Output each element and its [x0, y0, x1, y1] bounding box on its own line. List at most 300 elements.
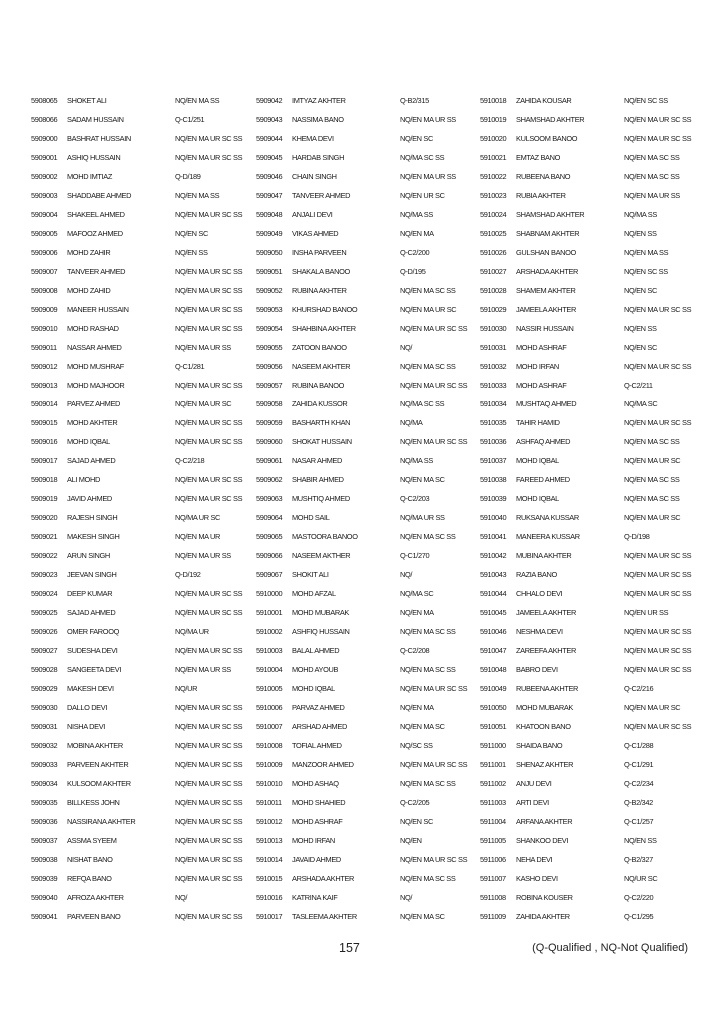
candidate-name: DALLO DEVI	[67, 702, 108, 712]
candidate-name: ARTI DEVI	[516, 797, 549, 807]
candidate-name: NEHA DEVI	[516, 854, 553, 864]
roll-number: 5911007	[480, 873, 506, 883]
table-row	[256, 281, 478, 300]
table-row	[31, 831, 253, 850]
roll-number: 5910033	[480, 380, 507, 390]
table-row	[31, 793, 253, 812]
roll-number: 5910024	[480, 209, 507, 219]
result-status: Q-C2/208	[400, 646, 430, 656]
candidate-name: ARUN SINGH	[67, 551, 110, 561]
table-row	[256, 755, 478, 774]
table-row	[480, 432, 702, 451]
candidate-name: FAREED AHMED	[516, 475, 570, 485]
result-status: NQ/	[400, 570, 413, 580]
table-row	[31, 262, 253, 281]
roll-number: 5909019	[31, 494, 58, 504]
table-row	[480, 91, 702, 110]
table-row	[31, 660, 253, 679]
candidate-name: NISHAT BANO	[67, 854, 113, 864]
table-row	[256, 850, 478, 869]
candidate-name: MOHD SAIL	[292, 513, 330, 523]
candidate-name: SAJAD AHMED	[67, 608, 116, 618]
result-status: NQ/EN MA UR SC SS	[175, 778, 243, 788]
result-status: NQ/EN MA UR SC SS	[175, 873, 243, 883]
table-row	[480, 451, 702, 470]
roll-number: 5910003	[256, 646, 283, 656]
table-row	[256, 413, 478, 432]
results-column-3	[480, 91, 702, 926]
candidate-name: MOHD IRFAN	[516, 361, 559, 371]
candidate-name: BASHRAT HUSSAIN	[67, 133, 131, 143]
table-row	[256, 812, 478, 831]
roll-number: 5909059	[256, 418, 283, 428]
candidate-name: SHAMEM AKHTER	[516, 285, 576, 295]
result-status: Q-C2/216	[624, 684, 654, 694]
result-status: NQ/EN MA SC SS	[400, 665, 456, 675]
result-status: NQ/EN MA SC	[400, 475, 445, 485]
candidate-name: KATRINA KAIF	[292, 892, 338, 902]
table-row	[480, 489, 702, 508]
table-row	[31, 357, 253, 376]
table-row	[31, 679, 253, 698]
candidate-name: ASHFAQ AHMED	[516, 437, 571, 447]
candidate-name: NASSIR HUSSAIN	[516, 323, 574, 333]
table-row	[31, 243, 253, 262]
candidate-name: SHADDABE AHMED	[67, 190, 132, 200]
roll-number: 5909030	[31, 702, 58, 712]
result-status: NQ/MA UR SC	[175, 513, 221, 523]
table-row	[256, 508, 478, 527]
table-row	[480, 148, 702, 167]
table-row	[480, 413, 702, 432]
candidate-name: ARFANA AKHTER	[516, 816, 573, 826]
candidate-name: MOHD IQBAL	[292, 684, 335, 694]
candidate-name: ANJU DEVI	[516, 778, 552, 788]
candidate-name: ARSHADA AKHTER	[516, 266, 579, 276]
candidate-name: KULSOOM AKHTER	[67, 778, 131, 788]
table-row	[480, 888, 702, 907]
roll-number: 5910014	[256, 854, 283, 864]
table-row	[31, 432, 253, 451]
result-status: Q-B2/342	[624, 797, 653, 807]
roll-number: 5909063	[256, 494, 283, 504]
candidate-name: ARSHAD AHMED	[292, 721, 347, 731]
roll-number: 5910043	[480, 570, 507, 580]
table-row	[31, 281, 253, 300]
roll-number: 5909031	[31, 721, 58, 731]
roll-number: 5909021	[31, 532, 58, 542]
table-row	[256, 470, 478, 489]
result-status: NQ/EN SS	[624, 835, 657, 845]
result-status: NQ/EN MA UR SC SS	[624, 133, 692, 143]
table-row	[256, 907, 478, 926]
table-row	[480, 755, 702, 774]
candidate-name: PARVEEN AKHTER	[67, 759, 129, 769]
table-row	[480, 622, 702, 641]
candidate-name: SHENAZ AKHTER	[516, 759, 574, 769]
result-status: NQ/EN MA UR SC SS	[400, 323, 468, 333]
result-status: NQ/EN MA UR SS	[175, 665, 231, 675]
result-status: NQ/EN MA UR SC SS	[400, 854, 468, 864]
result-status: NQ/EN MA SS	[175, 190, 220, 200]
table-row	[256, 300, 478, 319]
result-status: NQ/EN MA UR SC SS	[624, 361, 692, 371]
roll-number: 5910026	[480, 247, 507, 257]
candidate-name: KULSOOM BANOO	[516, 133, 578, 143]
table-row	[256, 91, 478, 110]
result-status: NQ/EN MA UR SS	[175, 551, 231, 561]
result-status: NQ/EN MA SC SS	[400, 285, 456, 295]
table-row	[31, 91, 253, 110]
roll-number: 5910017	[256, 911, 283, 921]
table-row	[480, 319, 702, 338]
result-status: NQ/EN MA SC SS	[400, 873, 456, 883]
table-row	[31, 527, 253, 546]
table-row	[480, 546, 702, 565]
table-row	[256, 698, 478, 717]
table-row	[480, 679, 702, 698]
candidate-name: NASSIMA BANO	[292, 114, 344, 124]
table-row	[480, 376, 702, 395]
roll-number: 5910031	[480, 342, 507, 352]
result-status: NQ/EN SC	[624, 285, 657, 295]
table-row	[256, 584, 478, 603]
candidate-name: MOHD ASHAQ	[292, 778, 339, 788]
result-status: NQ/EN MA UR SC	[400, 304, 457, 314]
result-status: NQ/EN MA UR SC SS	[175, 797, 243, 807]
result-status: NQ/EN MA UR SC SS	[175, 702, 243, 712]
candidate-name: MOHD AFZAL	[292, 589, 336, 599]
result-status: Q-B2/315	[400, 95, 429, 105]
table-row	[31, 622, 253, 641]
result-status: NQ/EN MA	[400, 702, 434, 712]
table-row	[31, 129, 253, 148]
roll-number: 5910005	[256, 684, 283, 694]
result-status: NQ/EN SS	[175, 247, 208, 257]
result-status: Q-C2/200	[400, 247, 430, 257]
candidate-name: MOHD RASHAD	[67, 323, 119, 333]
result-status: Q-C2/211	[624, 380, 653, 390]
roll-number: 5910046	[480, 627, 507, 637]
result-status: NQ/EN SS	[624, 323, 657, 333]
candidate-name: MASTOORA BANOO	[292, 532, 358, 542]
candidate-name: ALI MOHD	[67, 475, 100, 485]
table-row	[31, 167, 253, 186]
candidate-name: ZAHIDA KUSSOR	[292, 399, 348, 409]
roll-number: 5909007	[31, 266, 58, 276]
candidate-name: MAKESH SINGH	[67, 532, 120, 542]
result-status: Q-C1/281	[175, 361, 205, 371]
candidate-name: MOHD IRFAN	[292, 835, 335, 845]
result-status: NQ/EN SC SS	[624, 95, 668, 105]
candidate-name: MUBINA AKHTER	[516, 551, 572, 561]
table-row	[31, 508, 253, 527]
result-status: Q-C1/251	[175, 114, 205, 124]
result-status: NQ/EN MA UR SC SS	[400, 759, 468, 769]
roll-number: 5909006	[31, 247, 58, 257]
roll-number: 5911001	[480, 759, 506, 769]
table-row	[256, 110, 478, 129]
roll-number: 5909022	[31, 551, 58, 561]
roll-number: 5909051	[256, 266, 283, 276]
roll-number: 5909039	[31, 873, 58, 883]
result-status: NQ/EN MA UR SC SS	[175, 816, 243, 826]
table-row	[480, 186, 702, 205]
roll-number: 5909067	[256, 570, 283, 580]
roll-number: 5909028	[31, 665, 58, 675]
table-row	[256, 831, 478, 850]
roll-number: 5910027	[480, 266, 507, 276]
result-status: NQ/EN SC SS	[624, 266, 668, 276]
roll-number: 5909002	[31, 171, 58, 181]
result-status: NQ/EN MA UR SC SS	[175, 380, 243, 390]
result-status: NQ/EN	[400, 835, 422, 845]
candidate-name: VIKAS AHMED	[292, 228, 339, 238]
roll-number: 5909000	[31, 133, 58, 143]
candidate-name: BILLKESS JOHN	[67, 797, 120, 807]
candidate-name: RUBEENA BANO	[516, 171, 571, 181]
table-row	[31, 546, 253, 565]
candidate-name: MAKESH DEVI	[67, 684, 114, 694]
roll-number: 5910032	[480, 361, 507, 371]
results-column-2	[256, 91, 478, 926]
roll-number: 5910035	[480, 418, 507, 428]
table-row	[480, 243, 702, 262]
candidate-name: SHABNAM AKHTER	[516, 228, 580, 238]
roll-number: 5909046	[256, 171, 283, 181]
candidate-name: RUKSANA KUSSAR	[516, 513, 579, 523]
result-status: NQ/	[175, 892, 188, 902]
candidate-name: MOHD ASHRAF	[516, 380, 567, 390]
candidate-name: DEEP KUMAR	[67, 589, 113, 599]
candidate-name: SADAM HUSSAIN	[67, 114, 124, 124]
candidate-name: RUBIA AKHTER	[516, 190, 566, 200]
table-row	[31, 451, 253, 470]
roll-number: 5909015	[31, 418, 58, 428]
table-row	[256, 660, 478, 679]
candidate-name: PARVEZ AHMED	[67, 399, 121, 409]
table-row	[31, 110, 253, 129]
result-status: NQ/EN MA SC SS	[624, 171, 680, 181]
candidate-name: ASHFIQ HUSSAIN	[292, 627, 350, 637]
table-row	[256, 224, 478, 243]
roll-number: 5909054	[256, 323, 283, 333]
table-row	[31, 850, 253, 869]
table-row	[256, 641, 478, 660]
candidate-name: ROBINA KOUSER	[516, 892, 573, 902]
result-status: NQ/EN MA SC	[400, 911, 445, 921]
candidate-name: INSHA PARVEEN	[292, 247, 347, 257]
candidate-name: MANEERA KUSSAR	[516, 532, 580, 542]
candidate-name: KHATOON BANO	[516, 721, 571, 731]
candidate-name: AFROZA AKHTER	[67, 892, 124, 902]
roll-number: 5908066	[31, 114, 58, 124]
candidate-name: CHHALO DEVI	[516, 589, 563, 599]
table-row	[31, 774, 253, 793]
roll-number: 5910018	[480, 95, 507, 105]
table-row	[480, 850, 702, 869]
results-column-1	[31, 91, 253, 926]
candidate-name: SHANKOO DEVI	[516, 835, 569, 845]
candidate-name: CHAIN SINGH	[292, 171, 337, 181]
result-status: NQ/EN MA UR SC SS	[175, 304, 243, 314]
roll-number: 5910028	[480, 285, 507, 295]
candidate-name: NASSIRANA AKHTER	[67, 816, 136, 826]
table-row	[31, 376, 253, 395]
table-row	[256, 546, 478, 565]
candidate-name: HARDAB SINGH	[292, 152, 345, 162]
roll-number: 5910041	[480, 532, 507, 542]
candidate-name: MOHD AKHTER	[67, 418, 118, 428]
roll-number: 5910047	[480, 646, 507, 656]
result-status: NQ/EN MA UR SC SS	[175, 418, 243, 428]
candidate-name: MOHD SHAHIED	[292, 797, 346, 807]
result-status: NQ/EN MA SC SS	[624, 437, 680, 447]
candidate-name: SHAMSHAD AKHTER	[516, 114, 585, 124]
candidate-name: NISHA DEVI	[67, 721, 105, 731]
result-status: Q-C2/203	[400, 494, 430, 504]
candidate-name: GULSHAN BANOO	[516, 247, 576, 257]
roll-number: 5909041	[31, 911, 58, 921]
roll-number: 5910006	[256, 702, 283, 712]
candidate-name: ASHIQ HUSSAIN	[67, 152, 121, 162]
result-status: NQ/	[400, 342, 413, 352]
result-status: Q-C1/295	[624, 911, 654, 921]
result-status: NQ/EN UR SC	[400, 190, 445, 200]
table-row	[31, 717, 253, 736]
roll-number: 5910021	[480, 152, 507, 162]
roll-number: 5910039	[480, 494, 507, 504]
table-row	[256, 888, 478, 907]
candidate-name: SHABIR AHMED	[292, 475, 344, 485]
roll-number: 5909025	[31, 608, 58, 618]
candidate-name: ZAREEFA AKHTER	[516, 646, 576, 656]
roll-number: 5909020	[31, 513, 58, 523]
result-status: NQ/UR	[175, 684, 198, 694]
candidate-name: KASHO DEVI	[516, 873, 558, 883]
table-row	[256, 527, 478, 546]
result-status: NQ/EN MA SC SS	[400, 778, 456, 788]
roll-number: 5910049	[480, 684, 507, 694]
result-status: NQ/EN MA UR SC SS	[624, 570, 692, 580]
table-row	[31, 300, 253, 319]
roll-number: 5909011	[31, 342, 57, 352]
result-status: NQ/EN MA UR SC SS	[624, 665, 692, 675]
result-status: NQ/EN MA UR SC SS	[175, 209, 243, 219]
candidate-name: OMER FAROOQ	[67, 627, 119, 637]
result-status: NQ/SC SS	[400, 740, 433, 750]
table-row	[256, 565, 478, 584]
table-row	[31, 338, 253, 357]
result-status: NQ/EN MA UR SC SS	[624, 114, 692, 124]
candidate-name: NASEEM AKTHER	[292, 551, 351, 561]
candidate-name: NASEEM AKHTER	[292, 361, 351, 371]
roll-number: 5909045	[256, 152, 283, 162]
roll-number: 5910000	[256, 589, 283, 599]
table-row	[480, 262, 702, 281]
result-status: NQ/EN MA UR SS	[624, 190, 680, 200]
table-row	[256, 395, 478, 414]
candidate-name: SUDESHA DEVI	[67, 646, 118, 656]
roll-number: 5910002	[256, 627, 283, 637]
roll-number: 5909001	[31, 152, 58, 162]
roll-number: 5911000	[480, 740, 506, 750]
candidate-name: KHEMA DEVI	[292, 133, 334, 143]
result-status: Q-D/192	[175, 570, 201, 580]
table-row	[480, 698, 702, 717]
result-status: NQ/EN MA	[400, 228, 434, 238]
roll-number: 5910019	[480, 114, 507, 124]
table-row	[31, 812, 253, 831]
result-status: NQ/EN MA UR SC SS	[624, 418, 692, 428]
roll-number: 5910042	[480, 551, 507, 561]
roll-number: 5909008	[31, 285, 58, 295]
roll-number: 5910051	[480, 721, 507, 731]
roll-number: 5911006	[480, 854, 506, 864]
legend-note: (Q-Qualified , NQ-Not Qualified)	[532, 942, 688, 954]
result-status: NQ/EN MA UR SC SS	[175, 911, 243, 921]
roll-number: 5910020	[480, 133, 507, 143]
candidate-name: SANGEETA DEVI	[67, 665, 122, 675]
table-row	[480, 869, 702, 888]
roll-number: 5909053	[256, 304, 283, 314]
roll-number: 5909013	[31, 380, 58, 390]
table-row	[256, 869, 478, 888]
candidate-name: ARSHADA AKHTER	[292, 873, 355, 883]
result-status: NQ/EN MA UR SC SS	[175, 854, 243, 864]
roll-number: 5909060	[256, 437, 283, 447]
roll-number: 5910009	[256, 759, 283, 769]
candidate-name: JEEVAN SINGH	[67, 570, 117, 580]
candidate-name: MOHD MAJHOOR	[67, 380, 125, 390]
table-row	[480, 129, 702, 148]
candidate-name: ZAHIDA AKHTER	[516, 911, 570, 921]
result-status: NQ/EN MA	[400, 608, 434, 618]
result-status: NQ/EN MA UR SC SS	[175, 133, 243, 143]
result-status: NQ/EN MA SS	[175, 95, 220, 105]
result-status: NQ/	[400, 892, 413, 902]
result-status: NQ/MA SS	[400, 456, 433, 466]
result-status: NQ/EN SC	[175, 228, 208, 238]
table-row	[31, 698, 253, 717]
candidate-name: MOBINA AKHTER	[67, 740, 123, 750]
result-status: NQ/EN MA UR SC SS	[175, 589, 243, 599]
table-row	[31, 565, 253, 584]
roll-number: 5910048	[480, 665, 507, 675]
table-row	[256, 357, 478, 376]
table-row	[480, 774, 702, 793]
table-row	[31, 641, 253, 660]
candidate-name: TANVEER AHMED	[67, 266, 126, 276]
roll-number: 5909061	[256, 456, 283, 466]
result-status: Q-C2/218	[175, 456, 205, 466]
candidate-name: RUBINA BANOO	[292, 380, 345, 390]
table-row	[31, 148, 253, 167]
result-status: NQ/EN SS	[624, 228, 657, 238]
roll-number: 5910011	[256, 797, 282, 807]
result-status: NQ/EN MA SC SS	[400, 532, 456, 542]
table-row	[31, 395, 253, 414]
candidate-name: SHAKALA BANOO	[292, 266, 350, 276]
result-status: Q-D/189	[175, 171, 201, 181]
result-status: NQ/EN MA UR SC SS	[175, 323, 243, 333]
candidate-name: SHOKIT ALI	[292, 570, 329, 580]
candidate-name: MOHD IMTIAZ	[67, 171, 113, 181]
table-row	[31, 584, 253, 603]
roll-number: 5909010	[31, 323, 58, 333]
candidate-name: KHURSHAD BANOO	[292, 304, 358, 314]
table-row	[480, 167, 702, 186]
